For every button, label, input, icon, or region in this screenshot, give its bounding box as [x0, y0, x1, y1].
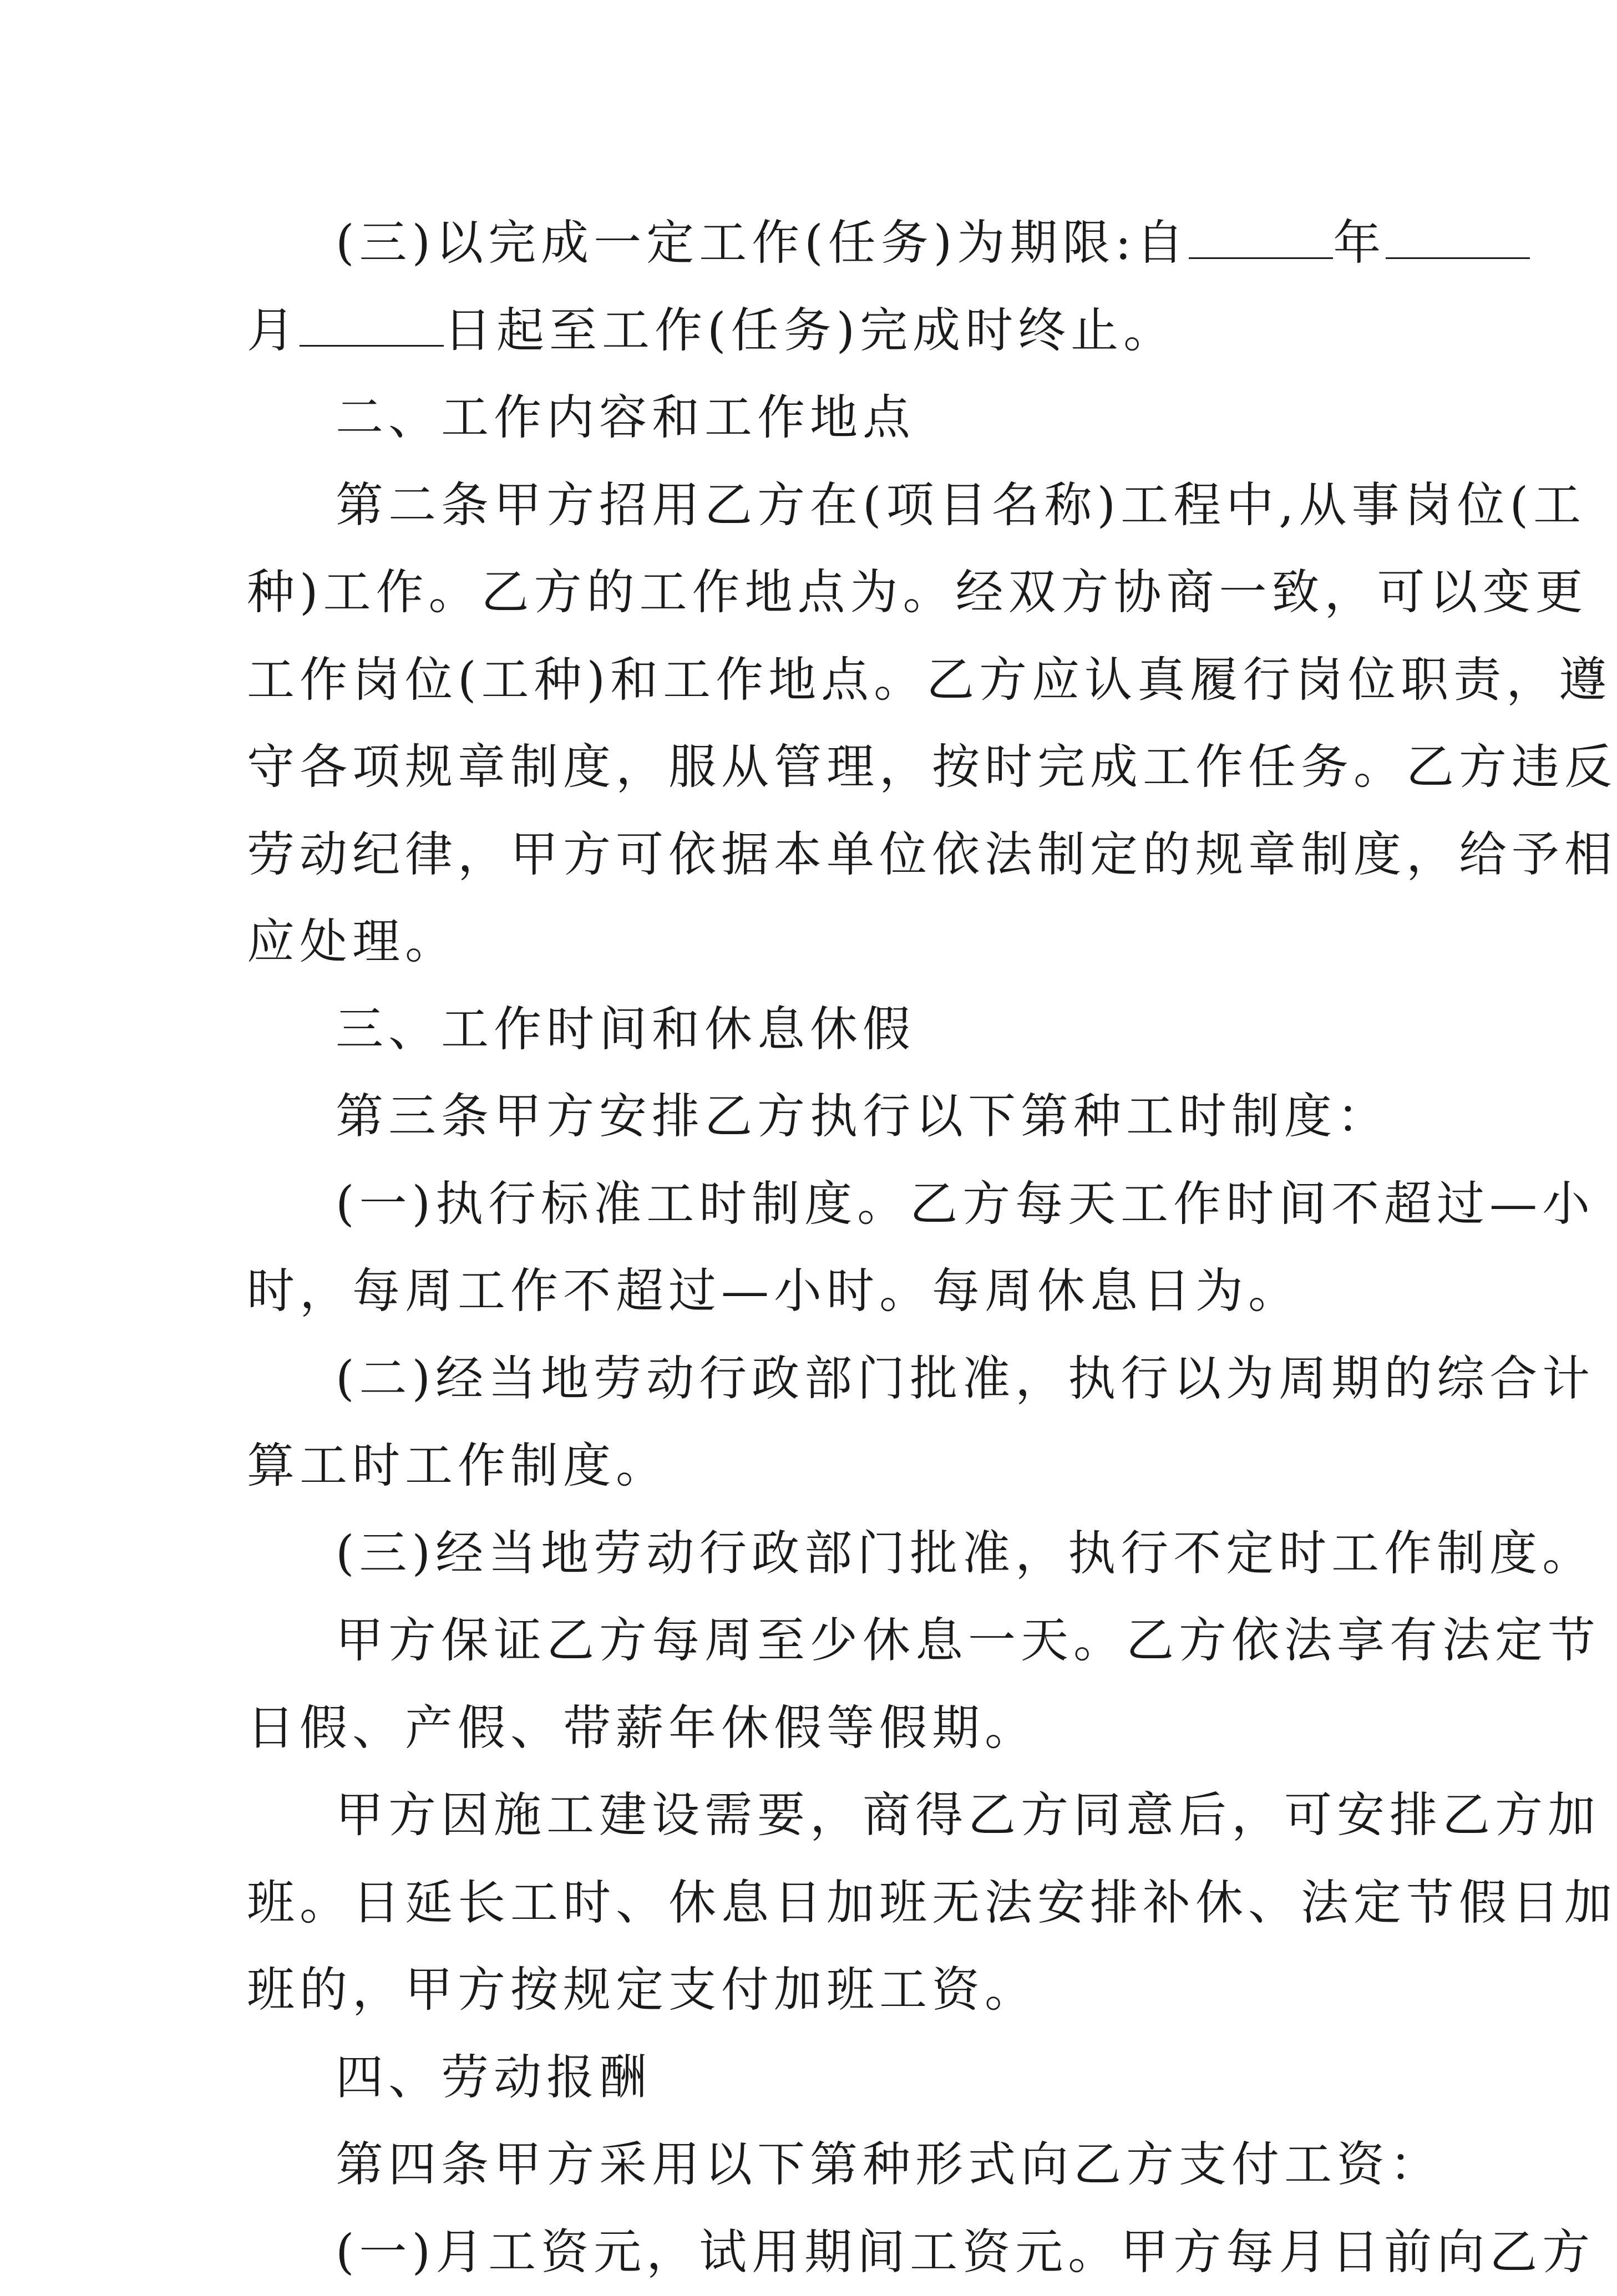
fill-in-blank — [1189, 219, 1333, 259]
text-line: (二)经当地劳动行政部门批准，执行以为周期的综合计 — [247, 1335, 1384, 1423]
text-line: 应处理。 — [247, 898, 1384, 986]
text-line: 日假、产假、带薪年休假等假期。 — [247, 1685, 1384, 1772]
text-line: (一)月工资元，试用期间工资元。甲方每月日前向乙方 — [247, 2209, 1384, 2296]
text-line: (一)执行标准工时制度。乙方每天工作时间不超过—小 — [247, 1161, 1384, 1248]
fill-in-blank — [1386, 219, 1530, 259]
text-line: 第三条甲方安排乙方执行以下第种工时制度： — [247, 1073, 1384, 1161]
fill-in-blank — [300, 306, 444, 347]
text-line: 甲方保证乙方每周至少休息一天。乙方依法享有法定节 — [247, 1597, 1384, 1685]
text-segment: 日起至工作(任务)完成时终止。 — [444, 303, 1176, 358]
text-line: 第四条甲方采用以下第种形式向乙方支付工资： — [247, 2121, 1384, 2209]
section-heading: 二、工作内容和工作地点 — [247, 374, 1384, 462]
text-line: 种)工作。乙方的工作地点为。经双方协商一致，可以变更 — [247, 549, 1384, 637]
text-line: 守各项规章制度，服从管理，按时完成工作任务。乙方违反 — [247, 724, 1384, 811]
text-segment: (三)以完成一定工作(任务)为期限:自 — [336, 215, 1189, 271]
text-line: 甲方因施工建设需要，商得乙方同意后，可安排乙方加 — [247, 1772, 1384, 1860]
text-line: (三)经当地劳动行政部门批准，执行不定时工作制度。 — [247, 1510, 1384, 1598]
text-segment: 月 — [247, 303, 300, 358]
section-heading: 三、工作时间和休息休假 — [247, 986, 1384, 1074]
text-line: 算工时工作制度。 — [247, 1423, 1384, 1510]
text-line — [247, 287, 1384, 375]
text-segment: 年 — [1333, 215, 1386, 271]
text-line — [247, 200, 1384, 287]
text-line: 第二条甲方招用乙方在(项目名称)工程中,从事岗位(工 — [247, 462, 1384, 550]
section-heading: 四、劳动报酬 — [247, 2034, 1384, 2122]
text-line: 工作岗位(工种)和工作地点。乙方应认真履行岗位职责，遵 — [247, 637, 1384, 724]
text-line: 班。日延长工时、休息日加班无法安排补休、法定节假日加 — [247, 1860, 1384, 1947]
text-line: 班的，甲方按规定支付加班工资。 — [247, 1947, 1384, 2034]
text-line: 劳动纪律，甲方可依据本单位依法制定的规章制度，给予相 — [247, 811, 1384, 899]
document-body — [247, 200, 1384, 2296]
text-line: 时，每周工作不超过—小时。每周休息日为。 — [247, 1248, 1384, 1335]
